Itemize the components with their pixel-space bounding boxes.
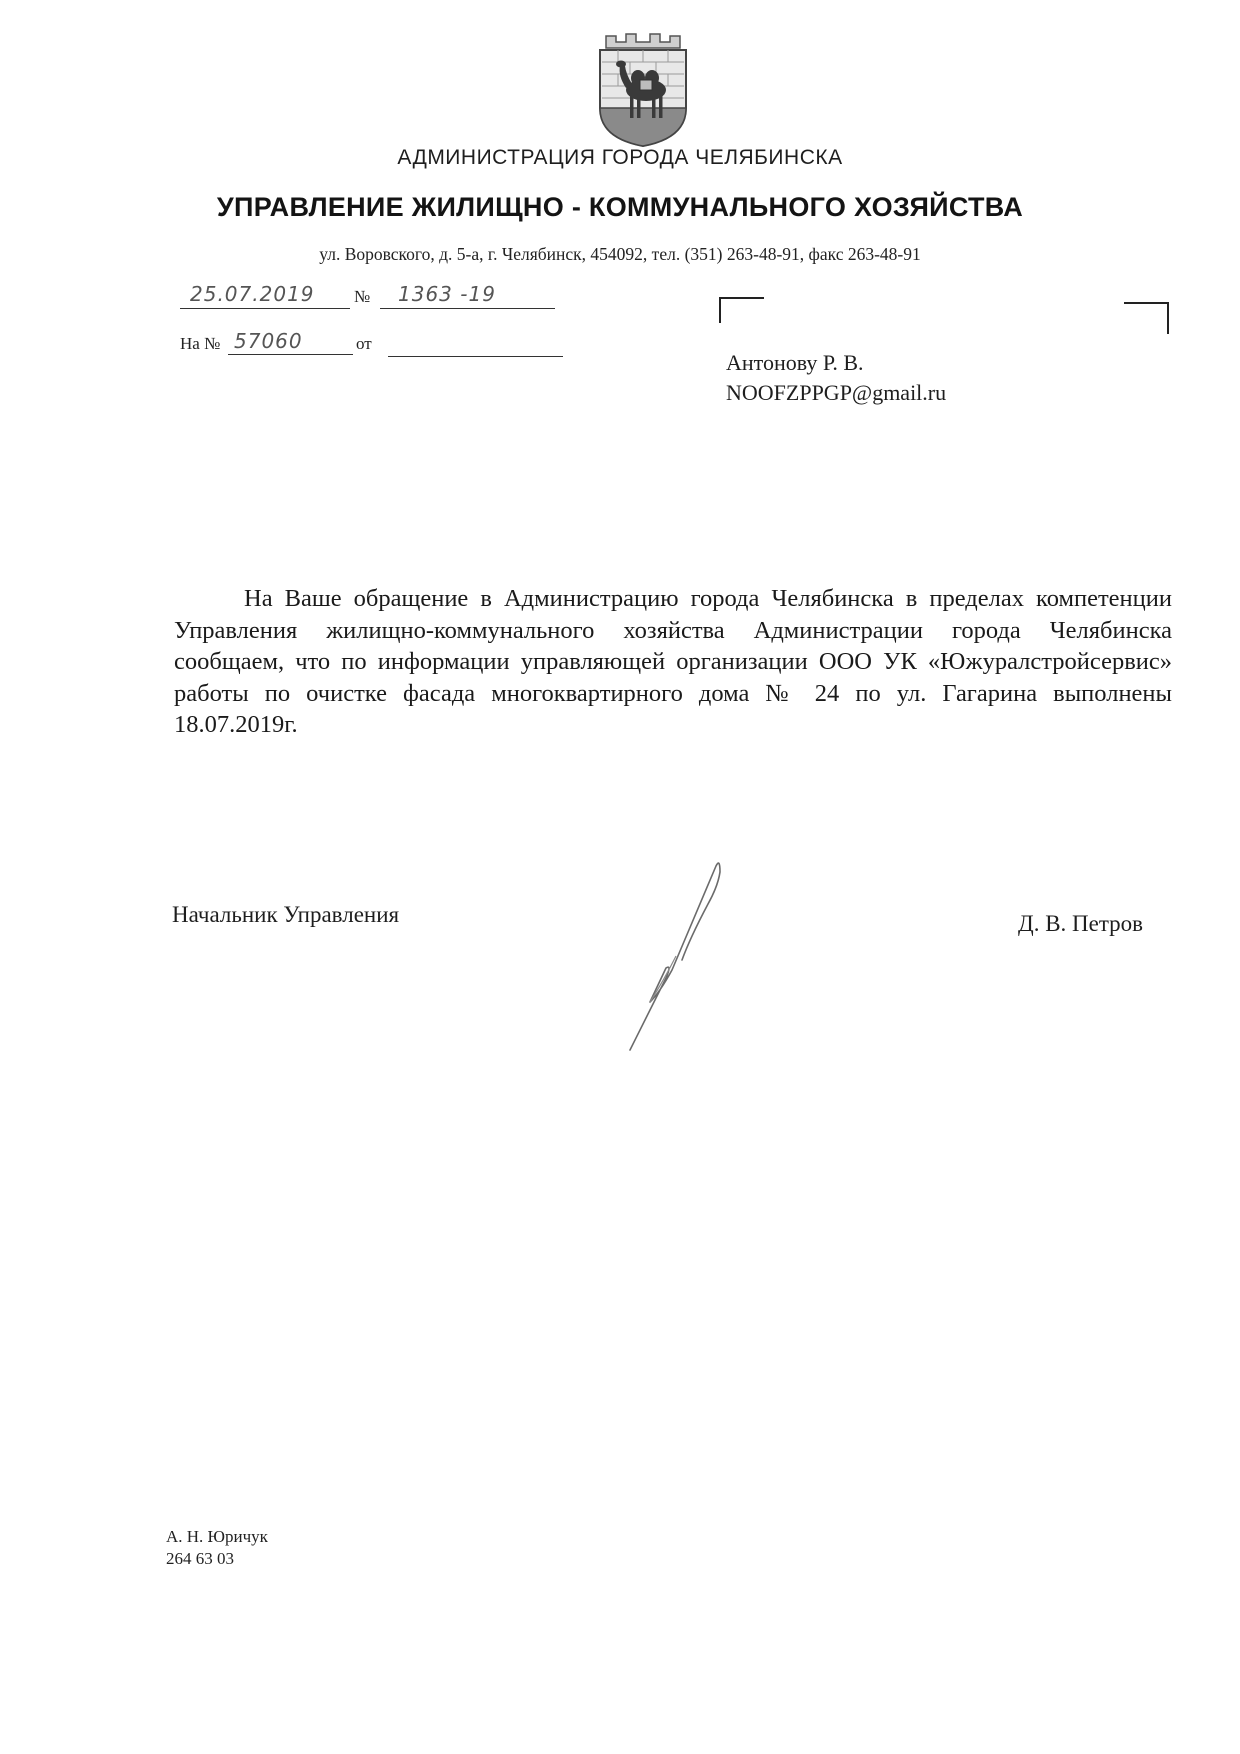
reply-number-underline	[228, 354, 353, 355]
addressee-email: NOOFZPPGP@gmail.ru	[726, 380, 947, 405]
signatory-name: Д. В. Петров	[1018, 911, 1144, 936]
signatory-title: Начальник Управления	[172, 902, 400, 927]
handwritten-signature	[620, 860, 760, 1060]
date-underline	[180, 308, 350, 309]
addressee-corner-right	[1122, 300, 1172, 336]
number-underline	[380, 308, 555, 309]
reply-to-number: 57060	[234, 329, 303, 353]
from-date-underline	[388, 356, 563, 357]
department-address: ул. Воровского, д. 5-а, г. Челябинск, 454092, тел. (351) 263-48-91, факс 263-48-91	[319, 244, 921, 264]
addressee-block	[726, 348, 946, 408]
executor-phone: 264 63 03	[166, 1549, 234, 1568]
administration-title: АДМИНИСТРАЦИЯ ГОРОДА ЧЕЛЯБИНСКА	[397, 146, 843, 169]
registration-date: 25.07.2019	[190, 282, 315, 306]
registration-number-label: №	[354, 287, 371, 306]
letter-body: На Ваше обращение в Администрацию города Челябинска в пределах компетенции Управления жилищно-коммунального хозяйства Администрации города Челябинска сообщаем, что по информации управляющей организации ООО УК «Южуралстройсервис» работы по очистке фасада многоквартирного дома № 24 по ул. Гагарина выполнены 18.07.2019г.	[174, 585, 1172, 738]
department-title: УПРАВЛЕНИЕ ЖИЛИЩНО - КОММУНАЛЬНОГО ХОЗЯЙСТВА	[216, 192, 1024, 222]
executor-block	[166, 1526, 268, 1570]
registration-number: 1363 -19	[398, 282, 496, 306]
addressee-name: Антонову Р. В.	[726, 350, 864, 375]
reply-to-label: На №	[180, 334, 221, 353]
addressee-corner-left	[718, 295, 768, 325]
city-emblem-icon	[588, 28, 698, 148]
executor-name: А. Н. Юричук	[166, 1527, 268, 1546]
from-label: от	[356, 334, 372, 353]
